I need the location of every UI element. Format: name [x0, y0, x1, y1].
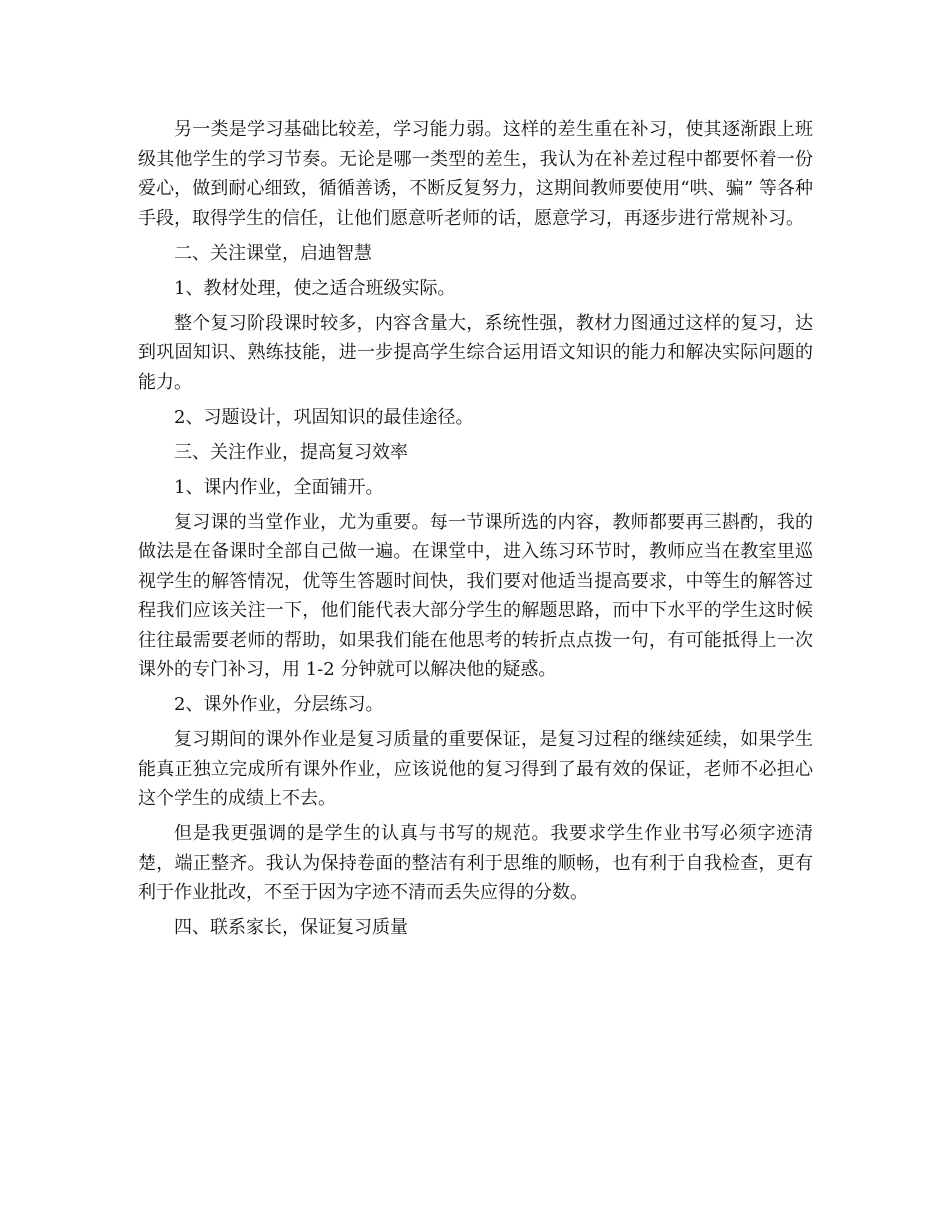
paragraph-handwriting: 但是我更强调的是学生的认真与书写的规范。我要求学生作业书写必须字迹清楚，端正整齐。我认为保持卷面的整洁有利于思维的顺畅，也有利于自我检查，更有利于作业批改，不至于因为字迹不清而丢失应得的分数。 [138, 823, 813, 903]
subheading-textbook-handling: 1、教材处理，使之适合班级实际。 [174, 277, 456, 299]
paragraph-remedial-students: 另一类是学习基础比较差，学习能力弱。这样的差生重在补习，使其逐渐跟上班级其他学生的学习节奏。无论是哪一类型的差生，我认为在补差过程中都要怀着一份爱心，做到耐心细致，循循善诱，不断反复努力，这期间教师要使用“哄、骗” 等各种手段，取得学生的信任，让他们愿意听老师的话，愿意学习，再逐步进行常规补习。 [138, 119, 813, 229]
section-heading-classroom: 二、关注课堂，启迪智慧 [174, 242, 372, 264]
paragraph-after-class-work: 复习期间的课外作业是复习质量的重要保证，是复习过程的继续延续，如果学生能真正独立完成所有课外作业，应该说他的复习得到了最有效的保证，老师不必担心这个学生的成绩上不去。 [138, 729, 813, 809]
section-heading-homework: 三、关注作业，提高复习效率 [174, 441, 408, 463]
subheading-in-class-work: 1、课内作业，全面铺开。 [174, 476, 384, 498]
section-heading-parents: 四、联系家长，保证复习质量 [174, 917, 408, 938]
subheading-after-class-work: 2、课外作业，分层练习。 [174, 694, 384, 715]
paragraph-review-stage: 整个复习阶段课时较多，内容含量大，系统性强，教材力图通过这样的复习，达到巩固知识、熟练技能，进一步提高学生综合运用语文知识的能力和解决实际问题的能力。 [138, 312, 813, 393]
document-body [138, 115, 813, 948]
subheading-exercise-design: 2、习题设计，巩固知识的最佳途径。 [174, 406, 474, 428]
paragraph-in-class-work: 复习课的当堂作业，尤为重要。每一节课所选的内容，教师都要再三斟酌，我的做法是在备课时全部自己做一遍。在课堂中，进入练习环节时，教师应当在教室里巡视学生的解答情况，优等生答题时间快，我们要对他适当提高要求，中等生的解答过程我们应该关注一下，他们能代表大部分学生的解题思路，而中下水平的学生这时候往往最需要老师的帮助，如果我们能在他思考的转折点点拨一句，有可能抵得上一次课外的专门补习，用 1-2 分钟就可以解决他的疑惑。 [138, 511, 813, 680]
